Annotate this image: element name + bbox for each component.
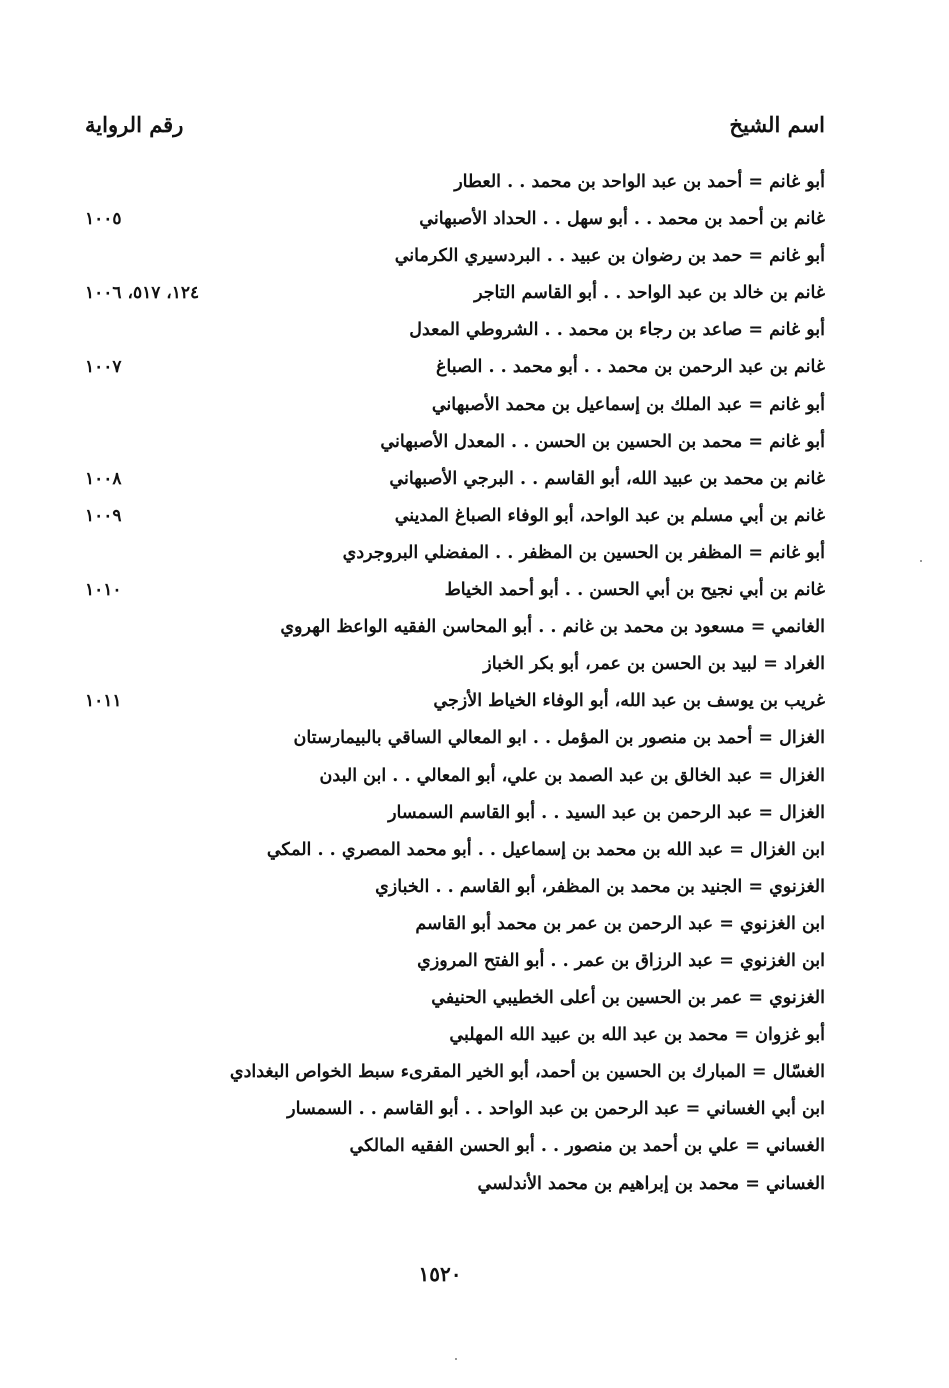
header-narration-number: رقم الرواية bbox=[85, 112, 184, 137]
entry-name: غانم بن عبد الرحمن بن محمد . . أبو محمد . . الصباغ bbox=[435, 357, 825, 378]
entry-name: غانم بن محمد بن عبيد الله، أبو القاسم . . البرجي الأصبهاني bbox=[389, 468, 825, 489]
entry-name: غريب بن يوسف بن عبد الله، أبو الوفاء الخياط الأزجي bbox=[433, 691, 825, 712]
entry-number: ١٢٤، ٥١٧، ١٠٠٦ bbox=[85, 283, 200, 304]
entry-row bbox=[85, 279, 825, 316]
entry-row bbox=[85, 576, 825, 613]
entry-name: غانم بن خالد بن عبد الواحد . . أبو القاسم التاجر bbox=[474, 283, 825, 304]
scan-speck bbox=[920, 560, 922, 562]
entry-row bbox=[85, 687, 825, 724]
entries-list bbox=[85, 168, 825, 1207]
entry-number: ١٠٠٩ bbox=[85, 505, 122, 526]
entry-row bbox=[85, 353, 825, 390]
entry-name: الغساني = محمد بن إبراهيم بن محمد الأندلسي bbox=[477, 1173, 825, 1194]
column-header bbox=[85, 112, 825, 148]
scan-speck bbox=[455, 1358, 457, 1360]
page-number: ١٥٢٠ bbox=[418, 1262, 462, 1286]
entry-row bbox=[85, 873, 825, 910]
entry-name: أبو غانم = عبد الملك بن إسماعيل بن محمد الأصبهاني bbox=[431, 394, 825, 415]
entry-name: غانم بن أحمد بن محمد . . أبو سهل . . الحداد الأصبهاني bbox=[419, 209, 825, 230]
entry-name: أبو غانم = المظفر بن الحسين بن المظفر . . المفضلي البروجردي bbox=[342, 542, 825, 563]
entry-name: الغزنوي = عمر بن الحسين بن أعلى الخطيبي الحنيفي bbox=[431, 988, 825, 1009]
entry-name: أبو غانم = محمد بن الحسين بن الحسن . . المعدل الأصبهاني bbox=[380, 431, 825, 452]
entry-number: ١٠١١ bbox=[85, 691, 122, 712]
entry-name: ابن أبي الغساني = عبد الرحمن بن عبد الواحد . . أبو القاسم . . السمسار bbox=[287, 1099, 825, 1120]
entry-row bbox=[85, 168, 825, 205]
entry-name: غانم بن أبي نجيح بن أبي الحسن . . أبو أحمد الخياط bbox=[444, 580, 825, 601]
entry-row bbox=[85, 391, 825, 428]
entry-row bbox=[85, 539, 825, 576]
entry-name: الغانمي = مسعود بن محمد بن غانم . . أبو المحاسن الفقيه الواعظ الهروي bbox=[280, 617, 825, 638]
entry-row bbox=[85, 799, 825, 836]
entry-name: أبو غانم = حمد بن رضوان بن عبيد . . البردسيري الكرماني bbox=[394, 246, 825, 267]
entry-row bbox=[85, 205, 825, 242]
entry-number: ١٠٠٧ bbox=[85, 357, 122, 378]
entry-row bbox=[85, 1021, 825, 1058]
entry-name: أبو غانم = صاعد بن رجاء بن محمد . . الشروطي المعدل bbox=[409, 320, 825, 341]
entry-number: ١٠١٠ bbox=[85, 580, 122, 601]
entry-name: أبو غزوان = محمد بن عبد الله بن عبيد الله المهلبي bbox=[449, 1025, 825, 1046]
entry-name: الغساني = علي بن أحمد بن منصور . . أبو الحسن الفقيه المالكي bbox=[349, 1136, 825, 1157]
entry-number: ١٠٠٥ bbox=[85, 209, 122, 230]
entry-row bbox=[85, 502, 825, 539]
entry-row bbox=[85, 1058, 825, 1095]
entry-row bbox=[85, 1170, 825, 1207]
entry-row bbox=[85, 613, 825, 650]
entry-row bbox=[85, 316, 825, 353]
entry-name: أبو غانم = أحمد بن عبد الواحد بن محمد . . العطار bbox=[454, 172, 825, 192]
entry-row bbox=[85, 724, 825, 761]
entry-number: ١٠٠٨ bbox=[85, 468, 122, 489]
entry-row bbox=[85, 242, 825, 279]
entry-name: الغسّال = المبارك بن الحسين بن أحمد، أبو الخير المقرىء سبط الخواص البغدادي bbox=[229, 1062, 825, 1083]
entry-row bbox=[85, 428, 825, 465]
entry-row bbox=[85, 762, 825, 799]
entry-name: الغزال = أحمد بن منصور بن المؤمل . . ابو المعالي الساقي بالبيمارستان bbox=[293, 728, 825, 749]
header-sheikh-name: اسم الشيخ bbox=[729, 112, 825, 137]
entry-name: ابن الغزنوي = عبد الرحمن بن عمر بن محمد أبو القاسم bbox=[415, 913, 825, 934]
entry-row bbox=[85, 947, 825, 984]
entry-row bbox=[85, 910, 825, 947]
entry-row bbox=[85, 836, 825, 873]
entry-name: ابن الغزنوي = عبد الرزاق بن عمر . . أبو الفتح المروزي bbox=[417, 950, 825, 971]
entry-row bbox=[85, 1095, 825, 1132]
entry-name: الغزنوي = الجنيد بن محمد بن المظفر، أبو القاسم . . الخبازي bbox=[375, 876, 825, 897]
entry-name: ابن الغزال = عبد الله بن محمد بن إسماعيل . . أبو محمد المصري . . المكي bbox=[266, 839, 825, 860]
entry-name: الغزال = عبد الخالق بن عبد الصمد بن علي، أبو المعالي . . ابن البدن bbox=[319, 765, 825, 786]
entry-row bbox=[85, 650, 825, 687]
entry-name: الغزال = عبد الرحمن بن عبد السيد . . أبو القاسم السمسار bbox=[388, 802, 825, 823]
entry-row bbox=[85, 1132, 825, 1169]
entry-name: غانم بن أبي مسلم بن عبد الواحد، أبو الوفاء الصباغ المديني bbox=[394, 505, 825, 526]
entry-row bbox=[85, 984, 825, 1021]
entry-row bbox=[85, 465, 825, 502]
entry-name: الغراد = لبيد بن الحسن بن عمر، أبو بكر الخباز bbox=[483, 654, 825, 675]
